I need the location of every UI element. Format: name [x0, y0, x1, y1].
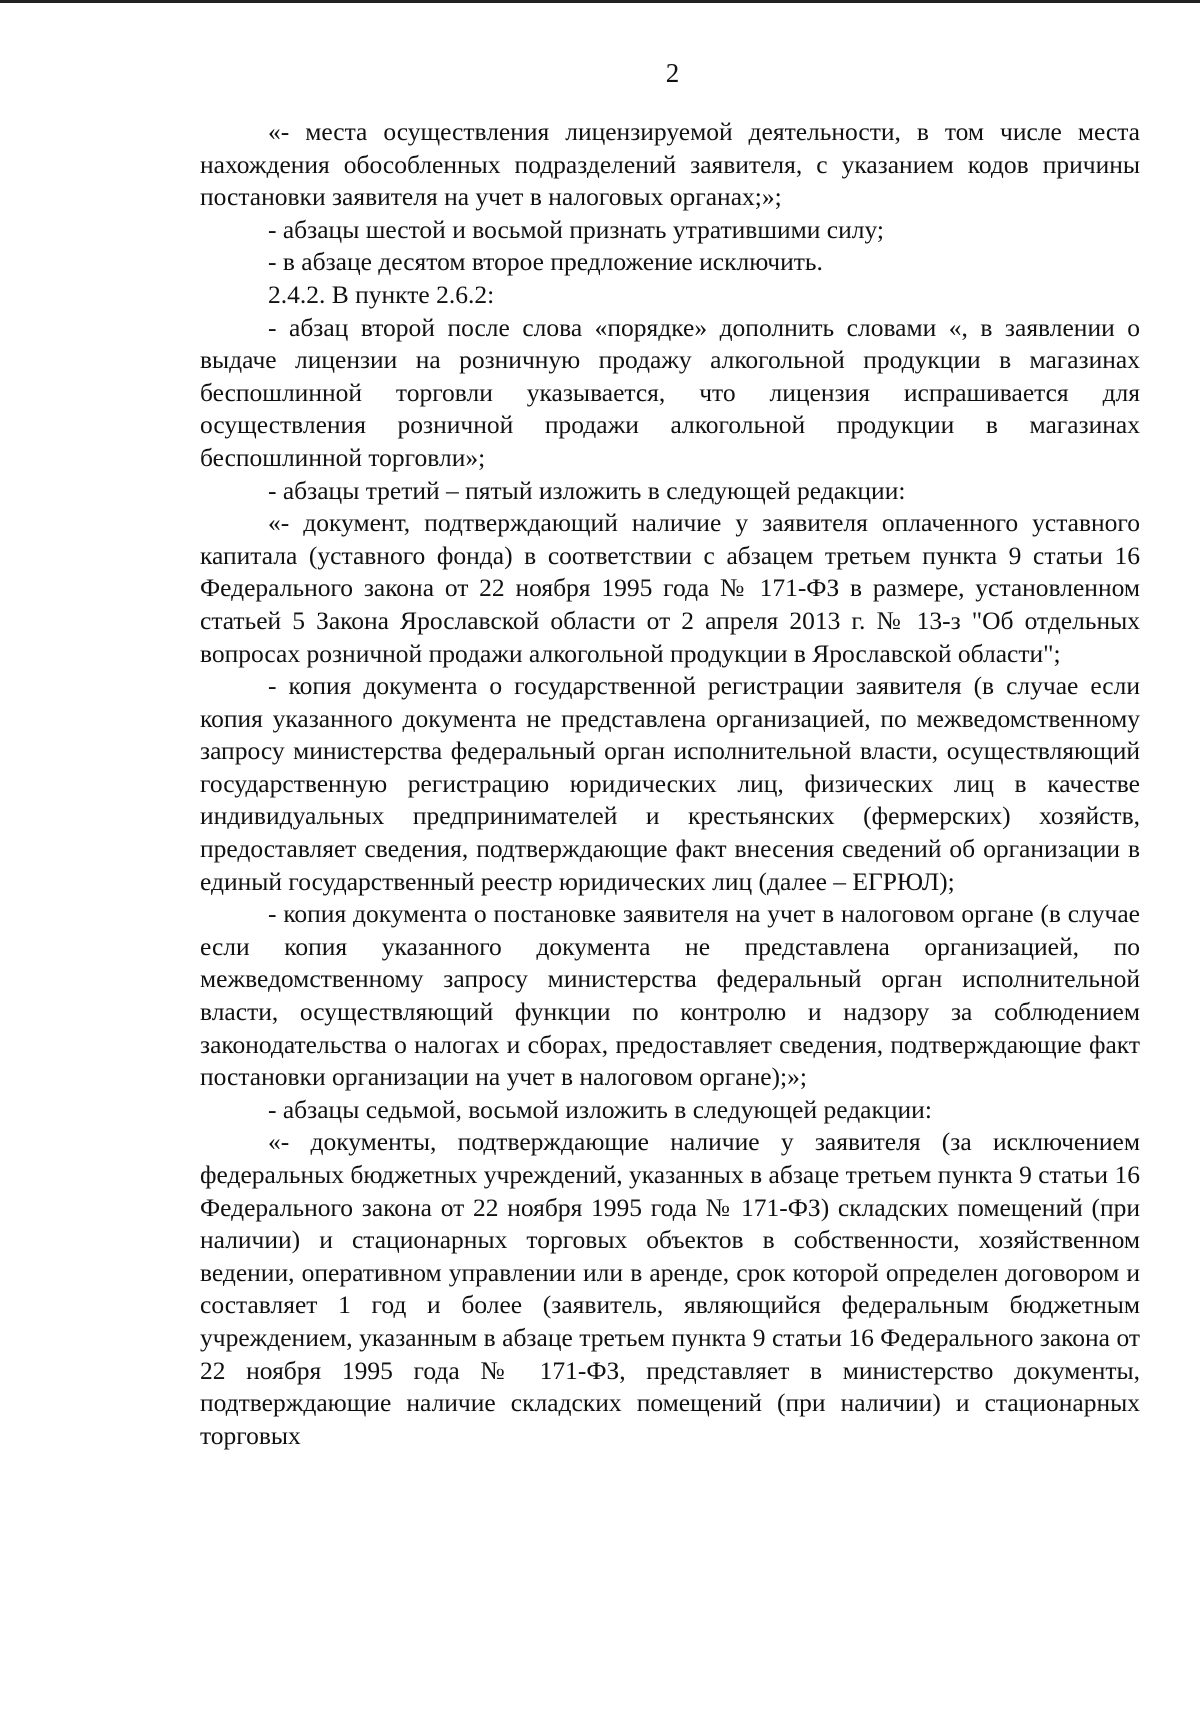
paragraph-duty-free-addition: - абзац второй после слова «порядке» дополнить словами «, в заявлении о выдаче лицензии на розничную продажу алкогольной продукции в магазинах беспошлинной торговли указывается, что лицензия испрашивается для осуществления розничной продажи алкогольной продукции в магазинах беспошлинной торговли»; — [200, 312, 1140, 472]
paragraph-places-of-activity: «- места осуществления лицензируемой деятельности, в том числе места нахождения обособленных подразделений заявителя, с указанием кодов причины постановки заявителя на учет в налоговых органах;»; — [200, 117, 1140, 212]
paragraph-tax-registration: - копия документа о постановке заявителя на учет в налоговом органе (в случае если копия указанного документа не представлена организацией, по межведомственному запросу министерства федеральный орган исполнительной власти, осуществляющий функции по контролю и надзору за соблюдением законодательства о налогах и сборах, предоставляет сведения, подтверждающие факт постановки организации на учет в налоговом органе);»; — [200, 899, 1140, 1092]
paragraph-invalidate-abzacy: - абзацы шестой и восьмой признать утратившими силу; — [268, 214, 884, 244]
paragraph-abzacy-3-5-intro: - абзацы третий – пятый изложить в следующей редакции: — [268, 475, 906, 505]
paragraph-exclude-sentence: - в абзаце десятом второе предложение исключить. — [268, 247, 823, 277]
paragraph-capital-document: «- документ, подтверждающий наличие у заявителя оплаченного уставного капитала (уставного фонда) в соответствии с абзацем третьем пункта 9 статьи 16 Федерального закона от 22 ноября 1995 года № 171-ФЗ в размере, установленном статьей 5 Закона Ярославской области от 2 апреля 2013 г. № 13-з "Об отдельных вопросах розничной продажи алкогольной продукции в Ярославской области"; — [200, 508, 1140, 668]
paragraph-warehouse-documents: «- документы, подтверждающие наличие у заявителя (за исключением федеральных бюджетных учреждений, указанных в абзаце третьем пункта 9 статьи 16 Федерального закона от 22 ноября 1995 года № 171-ФЗ) складских помещений (при наличии) и стационарных торговых объектов в собственности, хозяйственном ведении, оперативном управлении или в аренде, срок которой определен договором и составляет 1 год и более (заявитель, являющийся федеральным бюджетным учреждением, указанным в абзаце третьем пункта 9 статьи 16 Федерального закона от 22 ноября 1995 года № 171-ФЗ, представляет в министерство документы, подтверждающие наличие складских помещений (при наличии) и стационарных торговых — [200, 1127, 1140, 1450]
paragraph-abzacy-7-8-intro: - абзацы седьмой, восьмой изложить в следующей редакции: — [268, 1094, 932, 1124]
page-number: 2 — [665, 58, 680, 88]
paragraph-section-heading: 2.4.2. В пункте 2.6.2: — [268, 279, 495, 309]
scan-top-border — [0, 0, 1200, 3]
document-body — [200, 116, 1140, 1452]
paragraph-state-registration: - копия документа о государственной регистрации заявителя (в случае если копия указанного документа не представлена организацией, по межведомственному запросу министерства федеральный орган исполнительной власти, осуществляющий государственную регистрацию юридических лиц, физических лиц в качестве индивидуальных предпринимателей и крестьянских (фермерских) хозяйств, предоставляет сведения, подтверждающие факт внесения сведений об организации в единый государственный реестр юридических лиц (далее – ЕГРЮЛ); — [200, 671, 1140, 896]
